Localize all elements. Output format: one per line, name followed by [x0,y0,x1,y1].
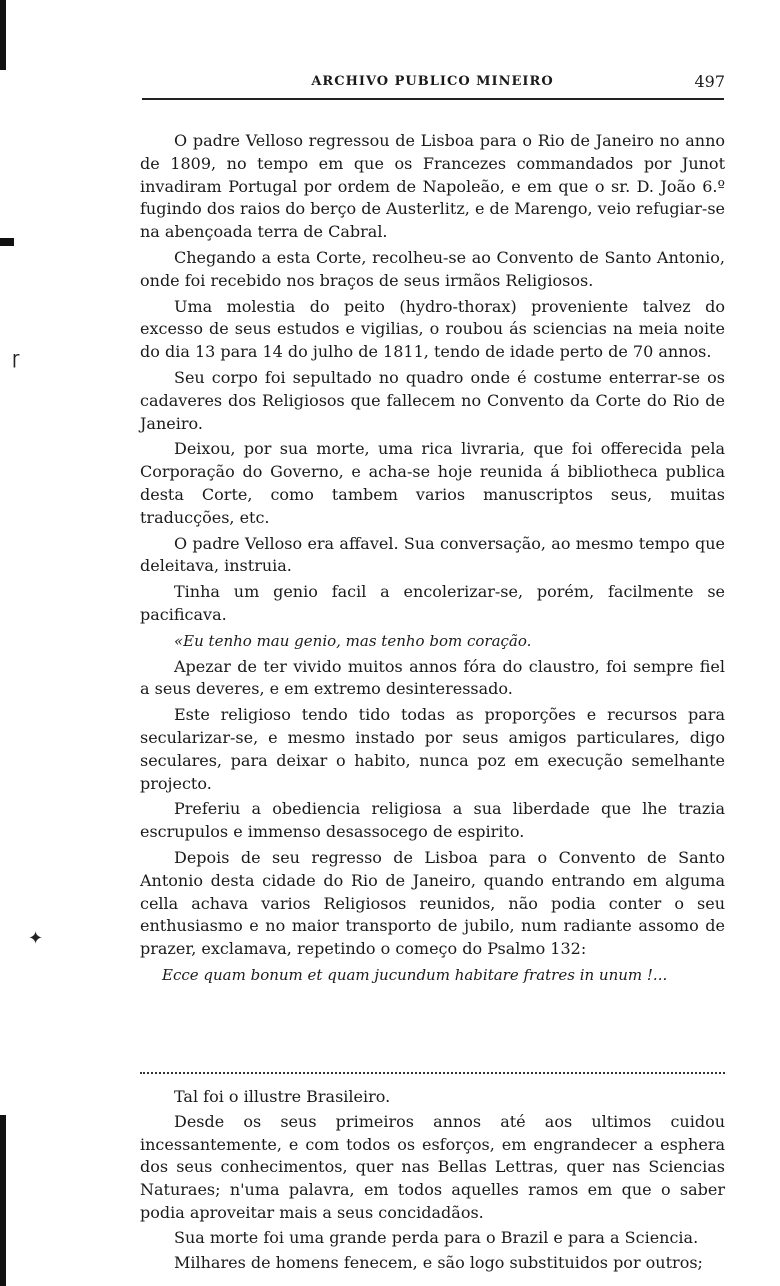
paragraph: Este religioso tendo tido todas as proporções e recursos para secularizar-se, e mesmo instado por seus amigos particulares, digo seculares, para deixar o habito, nunca poz em execução semelhante projecto. [140,705,725,793]
quotation: «Eu tenho mau genio, mas tenho bom coração. [174,631,532,650]
paragraph: Seu corpo foi sepultado no quadro onde é costume enterrar-se os cadaveres dos Religiosos que fallecem no Convento da Corte do Rio de Janeiro. [140,367,725,433]
body-text [140,130,725,990]
page-header [140,74,725,96]
paragraph: Uma molestia do peito (hydro-thorax) proveniente talvez do excesso de seus estudos e vigilias, o roubou ás sciencias na meia noite do dia 13 para 14 do julho de 1811, tendo de idade perto de 70 annos. [140,296,725,362]
binding-edge-top [0,0,6,70]
paragraph: O padre Velloso era affavel. Sua conversação, ao mesmo tempo que deleitava, instruia. [140,533,725,576]
paragraph: Deixou, por sua morte, uma rica livraria, que foi offerecida pela Corporação do Governo, e acha-se hoje reunida á bibliotheca publica desta Corte, como tambem varios manuscriptos seus, muitas traducções, etc. [140,439,725,527]
binding-edge-mid [0,238,14,246]
paragraph: Milhares de homens fenecem, e são logo substituidos por outros; [174,1252,703,1272]
paragraph: Tal foi o illustre Brasileiro. [174,1087,391,1106]
paragraph: Tinha um genio facil a encolerizar-se, porém, facilmente se pacificava. [140,582,725,624]
paragraph: Sua morte foi uma grande perda para o Brazil e para a Sciencia. [174,1227,699,1247]
paragraph: Desde os seus primeiros annos até aos ultimos cuidou incessantemente, e com todos os esforços, em engrandecer a esphera dos seus conhecimentos, quer nas Bellas Lettras, quer nas Sciencias Naturaes; n'uma palavra, em todos aquelles ramos em que o saber podia aproveitar mais a seus concidadãos. [140,1111,725,1222]
latin-quotation: Ecce quam bonum et quam jucundum habitare fratres in unum !... [162,965,668,984]
paragraph: Depois de seu regresso de Lisboa para o Convento de Santo Antonio desta cidade do Rio de Janeiro, quando entrando em alguma cella achava varios Religiosos reunidos, não podia conter o seu enthusiasmo e no maior transporto de jubilo, num radiante assomo de prazer, exclamava, repetindo o começo do Psalmo 132: [140,847,725,959]
running-title: ARCHIVO PUBLICO MINEIRO [311,74,554,89]
paragraph: O padre Velloso regressou de Lisboa para o Rio de Janeiro no anno de 1809, no tempo em que os Francezes commandados por Junot invadiram Portugal por ordem de Napoleão, e em que o sr. D. João 6.º fugindo dos raios do berço de Austerlitz, e de Marengo, veio refugiar-se na abençoada terra de Cabral. [140,131,725,242]
paragraph: Apezar de ter vivido muitos annos fóra do claustro, foi sempre fiel a seus deveres, e em extremo desinteressado. [140,656,725,699]
margin-mark: ✦ [28,928,44,949]
paragraph: Chegando a esta Corte, recolheu-se ao Convento de Santo Antonio, onde foi recebido nos braços de seus irmãos Religiosos. [140,247,725,290]
body-text-continued [140,1086,725,1276]
margin-mark: ɼ [12,348,20,369]
dotted-separator [140,1072,725,1080]
paragraph: Preferiu a obediencia religiosa a sua liberdade que lhe trazia escrupulos e immenso desassocego de espirito. [140,799,725,842]
binding-edge-bottom [0,1115,6,1286]
header-rule [142,98,724,100]
page-number: 497 [694,72,725,91]
